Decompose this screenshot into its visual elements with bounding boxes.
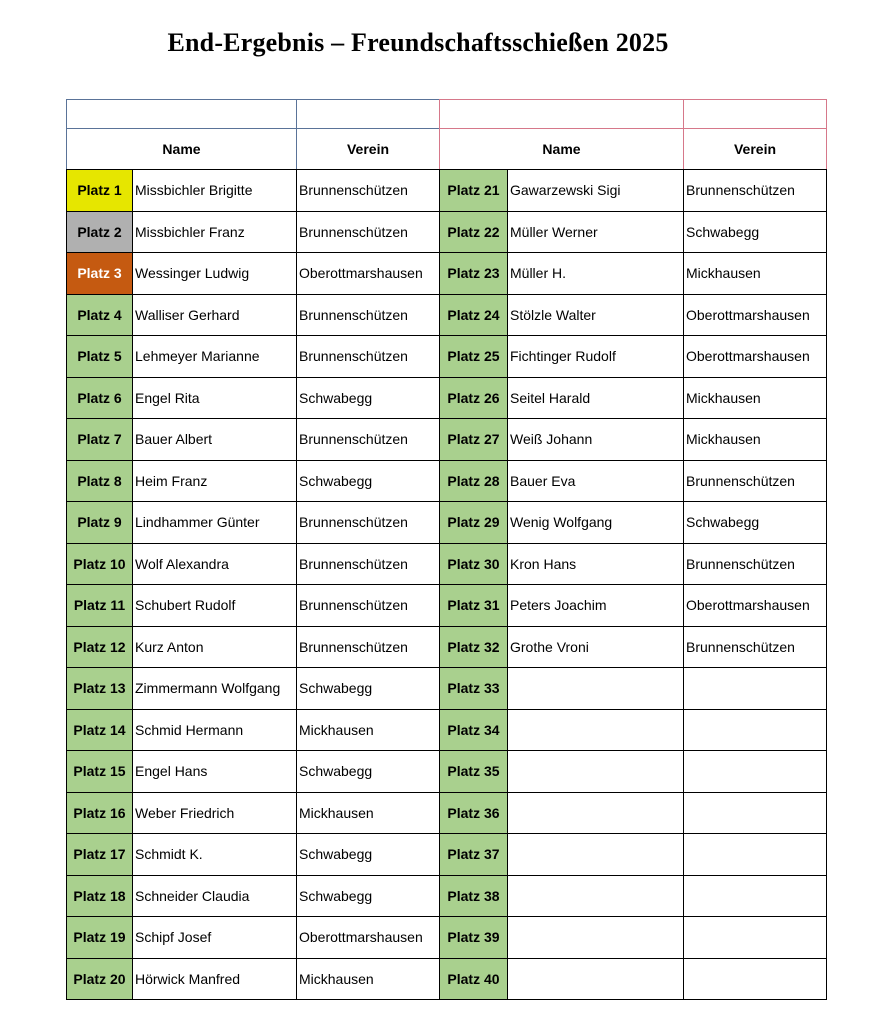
table-row [67,668,440,710]
place-cell: Platz 38 [440,875,508,917]
club-cell: Brunnenschützen [684,626,827,668]
place-cell: Platz 8 [67,460,133,502]
club-cell: Mickhausen [684,419,827,461]
club-cell: Brunnenschützen [297,543,440,585]
table-row [67,626,440,668]
name-cell: Grothe Vroni [508,626,684,668]
blank-header-cell [297,100,440,129]
column-header-name: Name [67,129,297,170]
name-cell: Wolf Alexandra [133,543,297,585]
table-row [440,917,827,959]
club-cell: Mickhausen [297,792,440,834]
club-cell: Schwabegg [297,377,440,419]
club-cell [684,751,827,793]
table-row [440,460,827,502]
table-row [67,834,440,876]
place-cell: Platz 34 [440,709,508,751]
table-row [67,502,440,544]
club-cell: Brunnenschützen [297,294,440,336]
name-cell: Müller H. [508,253,684,295]
blank-header-cell [67,100,297,129]
table-row [440,792,827,834]
table-row [440,294,827,336]
place-cell: Platz 36 [440,792,508,834]
club-cell: Schwabegg [297,751,440,793]
name-cell [508,751,684,793]
place-cell: Platz 32 [440,626,508,668]
table-row [440,336,827,378]
table-row [67,253,440,295]
place-cell: Platz 3 [67,253,133,295]
name-cell: Lehmeyer Marianne [133,336,297,378]
blank-header-cell [440,100,684,129]
table-row [440,834,827,876]
place-cell: Platz 22 [440,211,508,253]
name-cell: Schneider Claudia [133,875,297,917]
club-cell: Oberottmarshausen [684,585,827,627]
name-cell [508,792,684,834]
name-cell: Schmidt K. [133,834,297,876]
name-cell: Bauer Eva [508,460,684,502]
table-row [67,543,440,585]
blank-header-row [440,100,827,129]
place-cell: Platz 30 [440,543,508,585]
place-cell: Platz 23 [440,253,508,295]
club-cell: Schwabegg [684,211,827,253]
table-row [440,253,827,295]
name-cell: Heim Franz [133,460,297,502]
club-cell: Brunnenschützen [684,170,827,212]
column-header-name: Name [440,129,684,170]
place-cell: Platz 13 [67,668,133,710]
blank-header-row [67,100,440,129]
club-cell [684,917,827,959]
club-cell: Mickhausen [684,253,827,295]
name-cell: Seitel Harald [508,377,684,419]
place-cell: Platz 25 [440,336,508,378]
table-row [67,875,440,917]
results-table-right [439,99,827,1000]
place-cell: Platz 5 [67,336,133,378]
place-cell: Platz 9 [67,502,133,544]
place-cell: Platz 19 [67,917,133,959]
place-cell: Platz 20 [67,958,133,1000]
club-cell: Brunnenschützen [297,502,440,544]
results-table-left-body [67,100,440,1000]
place-cell: Platz 27 [440,419,508,461]
club-cell: Brunnenschützen [297,336,440,378]
name-cell: Schubert Rudolf [133,585,297,627]
name-cell: Stölzle Walter [508,294,684,336]
table-row [67,958,440,1000]
name-cell [508,668,684,710]
results-table-right-body [440,100,827,1000]
name-cell: Schipf Josef [133,917,297,959]
table-row [440,958,827,1000]
name-cell: Zimmermann Wolfgang [133,668,297,710]
club-cell [684,958,827,1000]
place-cell: Platz 37 [440,834,508,876]
club-cell: Brunnenschützen [297,419,440,461]
place-cell: Platz 26 [440,377,508,419]
club-cell: Brunnenschützen [684,543,827,585]
name-cell: Wessinger Ludwig [133,253,297,295]
club-cell: Mickhausen [297,709,440,751]
table-row [440,875,827,917]
table-row [67,336,440,378]
club-cell: Oberottmarshausen [297,253,440,295]
place-cell: Platz 7 [67,419,133,461]
name-cell: Weber Friedrich [133,792,297,834]
name-cell [508,709,684,751]
column-header-row [440,129,827,170]
table-row [67,917,440,959]
name-cell: Engel Hans [133,751,297,793]
table-row [67,709,440,751]
place-cell: Platz 29 [440,502,508,544]
blank-header-cell [684,100,827,129]
table-row [440,626,827,668]
name-cell: Kurz Anton [133,626,297,668]
name-cell [508,958,684,1000]
club-cell: Oberottmarshausen [684,336,827,378]
table-row [440,211,827,253]
column-header-row [67,129,440,170]
place-cell: Platz 15 [67,751,133,793]
place-cell: Platz 10 [67,543,133,585]
place-cell: Platz 11 [67,585,133,627]
club-cell: Brunnenschützen [297,170,440,212]
column-header-verein: Verein [297,129,440,170]
name-cell [508,875,684,917]
place-cell: Platz 2 [67,211,133,253]
name-cell: Kron Hans [508,543,684,585]
club-cell: Brunnenschützen [684,460,827,502]
place-cell: Platz 6 [67,377,133,419]
club-cell [684,875,827,917]
club-cell: Mickhausen [297,958,440,1000]
table-row [440,543,827,585]
name-cell: Hörwick Manfred [133,958,297,1000]
club-cell: Oberottmarshausen [297,917,440,959]
club-cell: Schwabegg [297,460,440,502]
place-cell: Platz 21 [440,170,508,212]
club-cell [684,834,827,876]
place-cell: Platz 16 [67,792,133,834]
table-row [67,585,440,627]
table-row [67,211,440,253]
place-cell: Platz 1 [67,170,133,212]
name-cell: Gawarzewski Sigi [508,170,684,212]
place-cell: Platz 39 [440,917,508,959]
table-row [440,377,827,419]
page-title: End-Ergebnis – Freundschaftsschießen 2025 [167,28,669,57]
place-cell: Platz 24 [440,294,508,336]
place-cell: Platz 28 [440,460,508,502]
place-cell: Platz 18 [67,875,133,917]
club-cell: Schwabegg [297,668,440,710]
place-cell: Platz 12 [67,626,133,668]
name-cell: Weiß Johann [508,419,684,461]
table-row [67,377,440,419]
place-cell: Platz 14 [67,709,133,751]
table-row [67,460,440,502]
name-cell: Walliser Gerhard [133,294,297,336]
table-row [67,294,440,336]
place-cell: Platz 33 [440,668,508,710]
name-cell [508,917,684,959]
table-row [440,668,827,710]
name-cell: Engel Rita [133,377,297,419]
table-row [67,419,440,461]
club-cell: Brunnenschützen [297,585,440,627]
club-cell: Mickhausen [684,377,827,419]
club-cell: Oberottmarshausen [684,294,827,336]
table-row [67,170,440,212]
place-cell: Platz 4 [67,294,133,336]
name-cell: Missbichler Franz [133,211,297,253]
table-row [440,585,827,627]
name-cell: Müller Werner [508,211,684,253]
name-cell [508,834,684,876]
club-cell: Brunnenschützen [297,626,440,668]
club-cell [684,668,827,710]
place-cell: Platz 35 [440,751,508,793]
name-cell: Schmid Hermann [133,709,297,751]
club-cell: Schwabegg [297,834,440,876]
column-header-verein: Verein [684,129,827,170]
name-cell: Wenig Wolfgang [508,502,684,544]
club-cell [684,792,827,834]
table-row [67,792,440,834]
table-row [67,751,440,793]
name-cell: Lindhammer Günter [133,502,297,544]
club-cell: Brunnenschützen [297,211,440,253]
place-cell: Platz 40 [440,958,508,1000]
results-table-left [66,99,440,1000]
place-cell: Platz 31 [440,585,508,627]
club-cell: Schwabegg [297,875,440,917]
table-row [440,751,827,793]
name-cell: Bauer Albert [133,419,297,461]
name-cell: Peters Joachim [508,585,684,627]
table-row [440,502,827,544]
table-row [440,170,827,212]
club-cell [684,709,827,751]
table-row [440,709,827,751]
name-cell: Fichtinger Rudolf [508,336,684,378]
table-row [440,419,827,461]
name-cell: Missbichler Brigitte [133,170,297,212]
club-cell: Schwabegg [684,502,827,544]
place-cell: Platz 17 [67,834,133,876]
